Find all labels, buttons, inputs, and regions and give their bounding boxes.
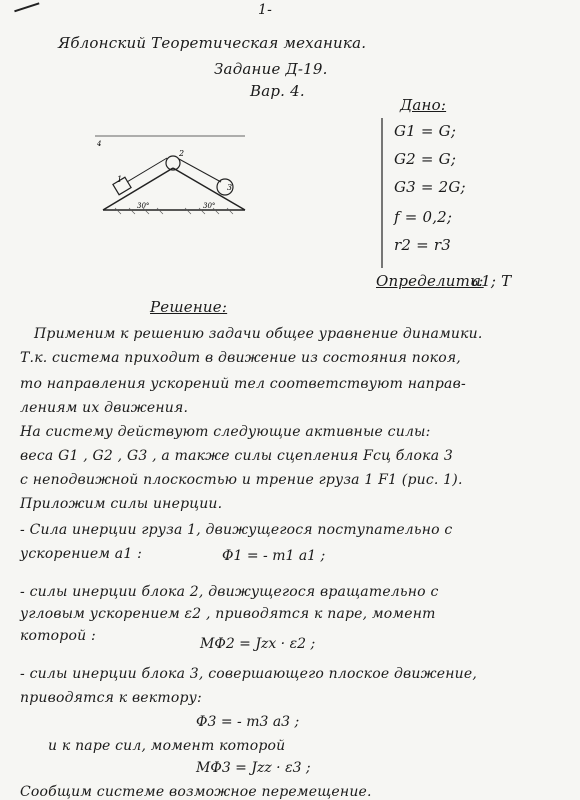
angle-left: 30° [137,202,150,210]
solution-line: - Сила инерции груза 1, движущегося поступательно с [20,522,453,538]
solution-line: Сообщим системе возможное перемещение. [20,784,372,800]
figure-label-1: 1 [117,175,123,184]
solution-line: - силы инерции блока 3, совершающего плоское движение, [20,666,477,682]
solution-line: приводятся к вектору: [20,690,202,706]
given-item: G1 = G; [394,122,457,140]
task-title: Задание Д-19. [214,60,328,78]
given-heading: Дано: [400,96,447,114]
pen-mark [14,2,44,25]
given-item: G2 = G; [394,150,457,168]
solution-line: веса G1 , G2 , G3 , а также силы сцепления Fсц блока 3 [20,448,454,464]
solution-line: и к паре сил, момент которой [48,738,286,754]
author-title: Яблонский Теоретическая механика. [58,34,367,52]
solution-line: угловым ускорением ε2 , приводятся к паре, момент [20,606,436,622]
solution-line: с неподвижной плоскостью и трение груза 1 F1 (рис. 1). [20,472,463,488]
solution-line: Т.к. система приходит в движение из состояния покоя, [20,350,461,366]
formula-m2: MΦ2 = Jzx · ε2 ; [200,636,316,652]
formula-phi3: Φ3 = - m3 a3 ; [196,714,300,730]
formula-phi1: Φ1 = - m1 a1 ; [222,548,326,564]
angle-right: 30° [203,202,216,210]
solution-line: лениям их движения. [20,400,189,416]
find-label: Определить: [376,272,484,290]
solution-line: Приложим силы инерции. [20,496,223,512]
given-bracket [380,118,384,268]
solution-line: На систему действуют следующие активные силы: [20,424,431,440]
figure-label-4: 4 [97,140,102,148]
solution-line: то направления ускорений тел соответствуют направ- [20,376,466,392]
figure-label-2: 2 [179,149,185,158]
mechanism-figure [95,130,255,220]
solution-line: - силы инерции блока 2, движущегося вращательно с [20,584,439,600]
solution-line: ускорением a1 : [20,546,142,562]
formula-m3: MΦ3 = Jzz · ε3 ; [196,760,311,776]
solution-heading: Решение: [150,298,228,316]
solution-line: Применим к решению задачи общее уравнение динамики. [34,326,483,342]
find-value: a1; T [472,272,512,290]
given-item: G3 = 2G; [394,178,466,196]
given-item: f = 0,2; [394,208,453,226]
solution-line: которой : [20,628,96,644]
figure-label-3: 3 [227,183,233,192]
variant: Вар. 4. [250,82,305,100]
given-item: r2 = r3 [394,236,451,254]
page-number: 1- [258,2,273,18]
